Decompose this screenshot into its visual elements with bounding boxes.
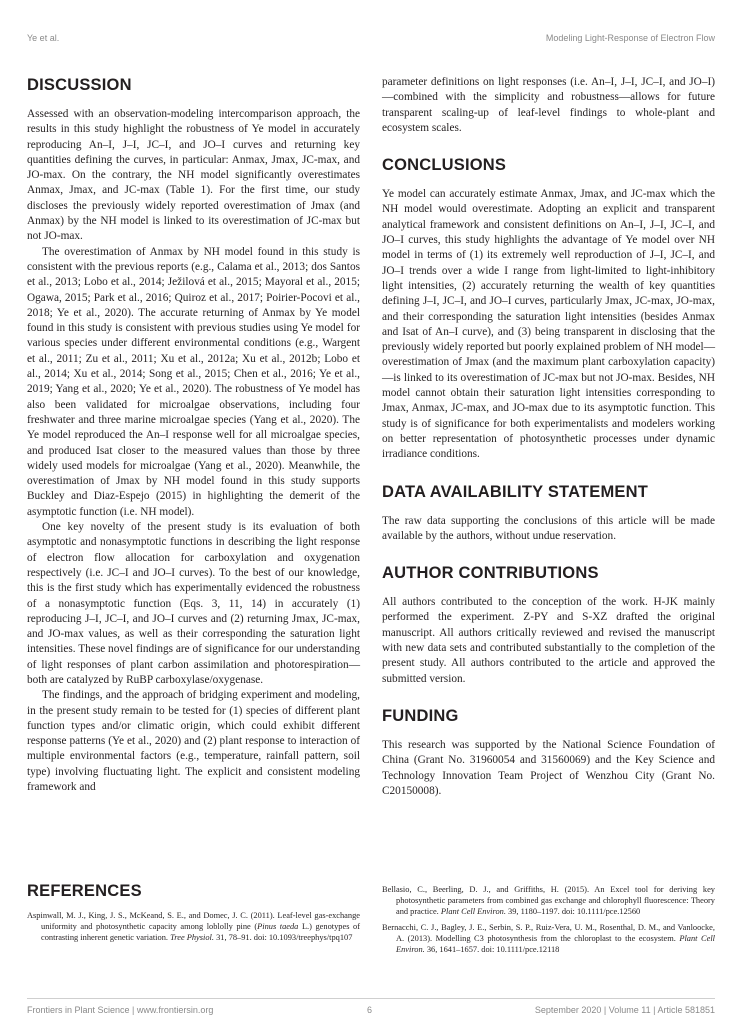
- left-column: [27, 76, 360, 795]
- discussion-paragraph-4: The findings, and the approach of bridging experiment and modeling, in the present study remain to be tested for (1) species of different plant function types and/or climatic origin, which could exhibit different response patterns (Ye et al., 2020) and (2) plant response to interaction of multiple environmental factors (e.g., temperature, rainfall pattern, soil type) involving fluctuating light. The explicit and consistent modeling framework and: [27, 689, 360, 794]
- footer-divider: [27, 998, 715, 999]
- footer-journal-link[interactable]: Frontiers in Plant Science | www.frontiersin.org: [27, 1005, 214, 1015]
- running-header-authors: Ye et al.: [27, 33, 60, 43]
- page-number: 6: [367, 1005, 373, 1015]
- references-right: [382, 884, 715, 959]
- discussion-paragraph-2: The overestimation of Anmax by NH model found in this study is consistent with the previous reports (e.g., Calama et al., 2013; dos Santos et al., 2013; Lobo et al., 2014; Ježilová et al., 2015; Mayoral et al., 2015; Ogawa, 2015; Park et al., 2016; Quiroz et al., 2017; Poirier-Pocovi et al., 2018; Ye et al., 2020). The accurate returning of Anmax by Ye model found in this study is consistent with previous studies using Ye model for various species under different environmental conditions (e.g., Wargent et al., 2011; Zu et al., 2011; Xu et al., 2012a; Xu et al., 2012b; Lobo et al., 2014; Xu et al., 2014; Song et al., 2015; Chen et al., 2016; Ye et al., 2019; Yang et al., 2020; Ye et al., 2020). The robustness of Ye model has also been validated for microalgae observations, including four freshwater and three marine microalgae species (Yang et al., 2020). The Ye model reproduced the An–I response well for all microalgae species, and produced Isat closer to the measured values than those by three widely used models for microalgae (Yang et al., 2020). Meanwhile, the overestimation of Jmax by NH model found in this study supports Buckley and Diaz-Espejo (2015) in highlighting the demerit of the asymptotic function (i.e. NH model).: [27, 245, 360, 518]
- reference-entry: Aspinwall, M. J., King, J. S., McKeand, S. E., and Domec, J. C. (2011). Leaf-level gas-exchange uniformity and photosynthetic capacity among loblolly pine (Pinus taeda L.) genotypes of contrasting inherent genetic variation. Tree Physiol. 31, 78–91. doi: 10.1093/treephys/tpq107: [27, 911, 360, 943]
- discussion-paragraph-1: Assessed with an observation-modeling intercomparison approach, the results in this study highlight the robustness of Ye model in accurately reproducing An–I, J–I, JC–I, and JO–I curves and returning key quantities defining the curves, in particular: Anmax, Jmax, JC-max, and JO-max. On the contrary, the NH model significantly overestimates Anmax, Jmax, and JC-max (Table 1). For the first time, our study discloses the previously widely reported overestimation of Jmax (and Anmax) by the NH model is linked to its overestimation of JC-max but not JO-max.: [27, 108, 360, 243]
- funding-heading: FUNDING: [382, 706, 459, 725]
- conclusions-text: Ye model can accurately estimate Anmax, Jmax, and JC-max which the NH model would overestimate. Adopting an explicit and transparent analytical framework and consistent definitions on An–I, J–I, JC–I, and JO–I curves, this study highlights the advantage of Ye model over NH model in terms of (1) its extremely well reproduction of J–I, JC–I, and JO–I trends over a wide I range from light-limited to light-inhibitory light intensities, (2) accurately returning the wealth of key quantities defining J–I, JC–I, and JO–I curves, particularly Jmax, JC-max, JO-max, and their corresponding the saturation light intensities (besides Anmax and Isat of An–I curve), and (3) being transparent in disclosing that the previously widely reported but poorly explained problem of NH model—overestimation of Jmax (and the maximum plant carboxylation capacity)—is linked to its overestimation of JC-max but not JO-max. Besides, NH model cannot obtain their saturation light intensities corresponding to Jmax, Anmax, JC-max, and JO-max due to its asymptotic function. This study is of significance for both experimentalists and modelers working on better representation of photosynthetic processes under dynamic irradiance conditions.: [382, 188, 715, 461]
- right-column: [382, 76, 715, 819]
- data-availability-heading: DATA AVAILABILITY STATEMENT: [382, 482, 649, 501]
- footer-citation: September 2020 | Volume 11 | Article 581851: [534, 1005, 715, 1015]
- conclusions-heading: CONCLUSIONS: [382, 156, 507, 175]
- running-header-title: Modeling Light-Response of Electron Flow: [545, 33, 715, 43]
- funding-text: This research was supported by the National Science Foundation of China (Grant No. 31960054 and 31560069) and the Key Science and Technology Innovation Team Project of Wenzhou City (Grant No. C20150008).: [382, 738, 715, 797]
- reference-entry: Bellasio, C., Beerling, D. J., and Griffiths, H. (2015). An Excel tool for deriving key photosynthetic parameters from combined gas exchange and chlorophyll fluorescence: Theory and practice. Plant Cell Environ. 39, 1180–1197. doi: 10.1111/pce.12560: [382, 885, 715, 917]
- author-contributions-text: All authors contributed to the conception of the work. H-JK mainly performed the experiment. Z-PY and S-XZ drafted the original manuscript. All authors critically reviewed and revised the manuscript with new data sets and contributed substantially to the completion of the present study. All authors contributed to the article and approved the submitted version.: [382, 596, 715, 685]
- discussion-continuation: parameter definitions on light responses (i.e. An–I, J–I, JC–I, and JO–I)—combined with the simplicity and robustness—allows for future transparent scaling-up of leaf-level findings to whole-plant and ecosystem scales.: [382, 76, 715, 134]
- reference-entry: Bernacchi, C. J., Bagley, J. E., Serbin, S. P., Ruiz-Vera, U. M., Rosenthal, D. M., and Vanloocke, A. (2013). Modelling C3 photosynthesis from the chloroplast to the ecosystem. Plant Cell Environ. 36, 1641–1657. doi: 10.1111/pce.12118: [382, 922, 715, 955]
- references-left: [27, 910, 360, 948]
- data-availability-text: The raw data supporting the conclusions of this article will be made available by the authors, without undue reservation.: [382, 514, 715, 542]
- references-heading: REFERENCES: [27, 882, 142, 900]
- discussion-paragraph-3: One key novelty of the present study is its evaluation of both asymptotic and nonasymptotic functions in describing the light response of electron flow allocation for carboxylation and oxygenation respectively (i.e. JC–I and JO–I curves). To the best of our knowledge, this is the first study which has experimentally evidenced the robustness of a nonasymptotic function (Eqs. 3, 11, 14) in accurately (1) reproducing J–I, JC–I, and JO–I curves and (2) returning Jmax, JC-max, and JO-max values, as well as their corresponding the saturation light intensities. These novel findings are of significance for our understanding of light responses of plant carbon assimilation and photorespiration—both are catalyzed by RuBP carboxylase/oxygenase.: [27, 521, 360, 686]
- author-contributions-heading: AUTHOR CONTRIBUTIONS: [382, 564, 599, 583]
- discussion-heading: DISCUSSION: [27, 76, 132, 94]
